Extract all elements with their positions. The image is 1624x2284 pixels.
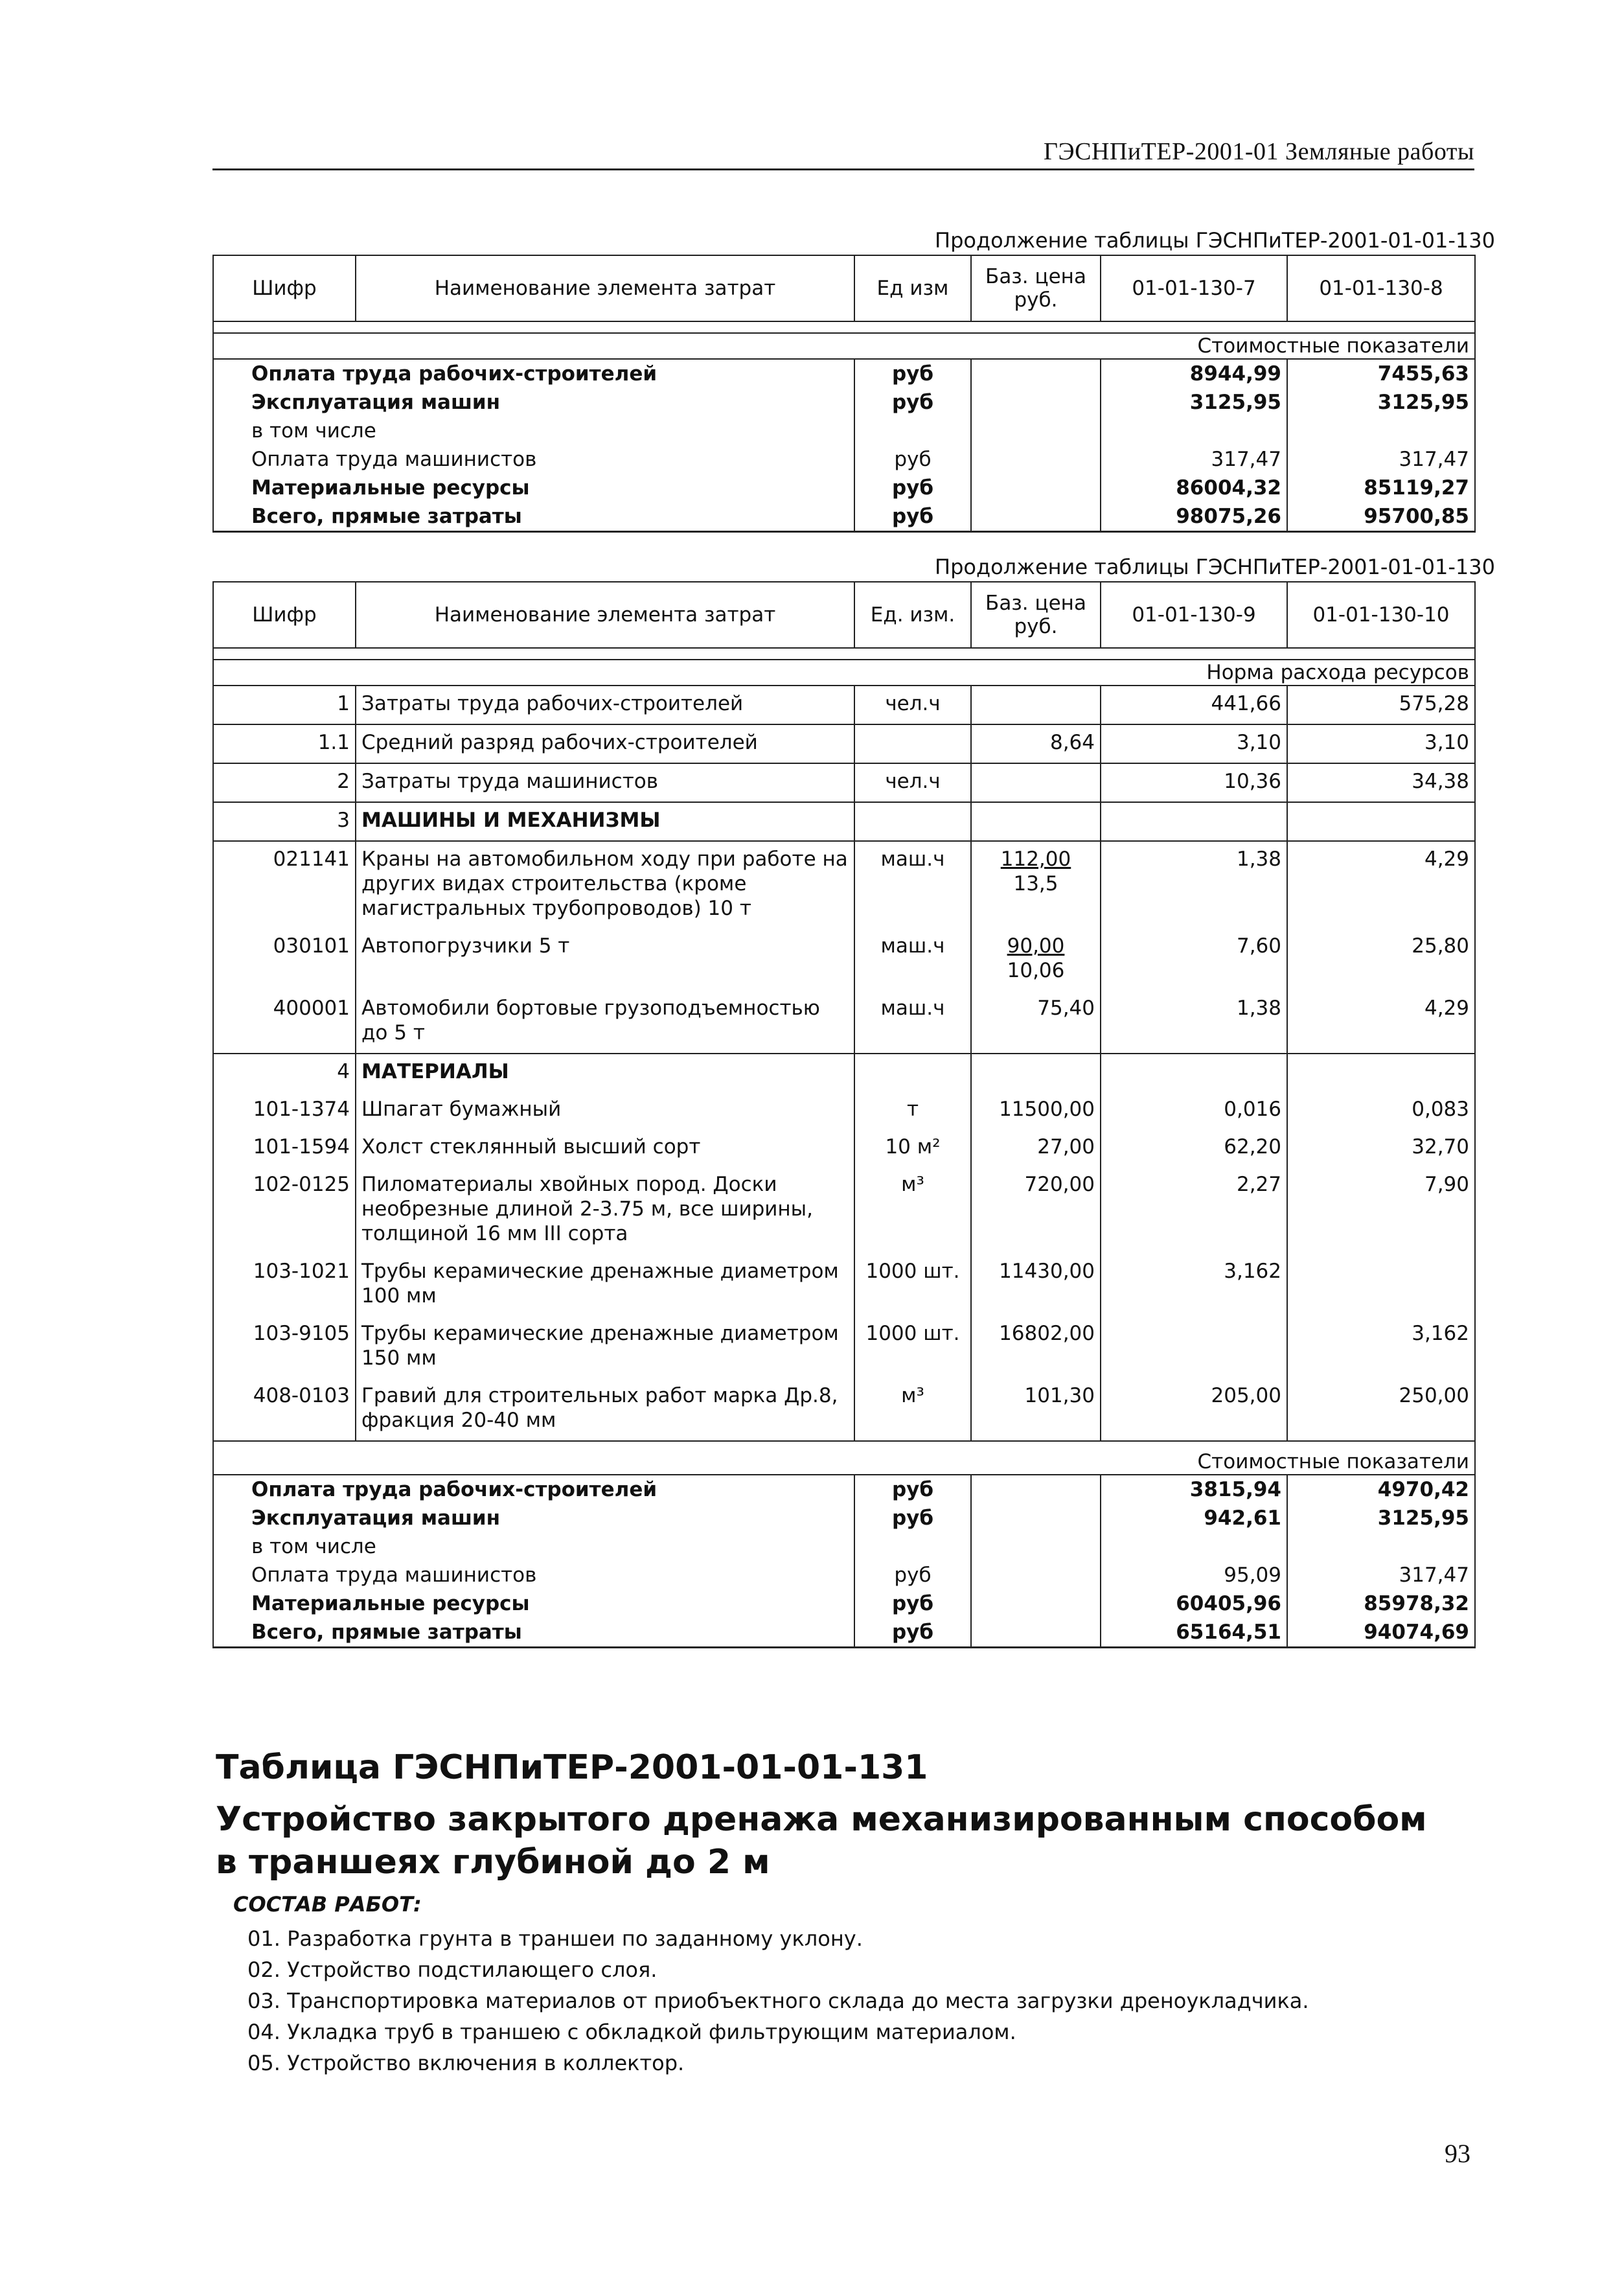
row-unit: руб <box>854 502 971 532</box>
row-price: 75,40 <box>971 991 1101 1054</box>
page-number: 93 <box>1445 2139 1470 2168</box>
resource-row <box>213 724 1475 763</box>
row-value-2: 3125,95 <box>1287 388 1475 417</box>
resource-row <box>213 686 1475 724</box>
row-unit: руб <box>854 474 971 502</box>
section-label: Стоимостные показатели <box>213 333 1475 359</box>
work-step: 03. Транспортировка материалов от приобъектного склада до места загрузки дреноукладчика. <box>247 1989 1309 2013</box>
row-value-1: 2,27 <box>1101 1167 1287 1254</box>
col-name-header: Наименование элемента затрат <box>356 255 854 321</box>
row-unit <box>854 802 971 841</box>
row-name: Пиломатериалы хвойных пород. Доски необрезные длиной 2-3.75 м, все ширины, толщиной 16 мм III сорта <box>356 1167 854 1254</box>
row-code: 021141 <box>213 841 356 929</box>
row-name: Оплата труда машинистов <box>213 1561 854 1589</box>
row-value-1: 205,00 <box>1101 1378 1287 1441</box>
row-value-2 <box>1287 1054 1475 1092</box>
table1-header-row <box>213 255 1475 321</box>
cost-row <box>213 417 1475 445</box>
row-value-1: 441,66 <box>1101 686 1287 724</box>
cost-row <box>213 388 1475 417</box>
row-unit: чел.ч <box>854 686 971 724</box>
price-denominator: 13,5 <box>1013 872 1058 895</box>
sostav-label: СОСТАВ РАБОТ: <box>233 1892 422 1917</box>
row-value-1: 3,162 <box>1101 1254 1287 1316</box>
cost-row <box>213 1504 1475 1532</box>
row-price: 101,30 <box>971 1378 1101 1441</box>
row-price: 11500,00 <box>971 1092 1101 1129</box>
row-price <box>971 359 1101 388</box>
resource-row <box>213 763 1475 802</box>
row-price <box>971 1504 1101 1532</box>
row-name: Краны на автомобильном ходу при работе на других видах строительства (кроме магистральных трубопроводов) 10 т <box>356 841 854 929</box>
row-code: 102-0125 <box>213 1167 356 1254</box>
table1-section-cost <box>213 333 1475 359</box>
row-price: 16802,00 <box>971 1316 1101 1378</box>
col-130-10-header: 01-01-130-10 <box>1287 582 1475 648</box>
row-name: Оплата труда рабочих-строителей <box>213 359 854 388</box>
row-unit: т <box>854 1092 971 1129</box>
work-steps-list <box>247 1923 1309 2079</box>
row-price: 8,64 <box>971 724 1101 763</box>
row-price <box>971 763 1101 802</box>
section-label: Норма расхода ресурсов <box>213 660 1475 686</box>
header-title: ГЭСНПиТЕР-2001-01 Земляные работы <box>1044 138 1474 165</box>
resource-row <box>213 1129 1475 1167</box>
row-name: Гравий для строительных работ марка Др.8, фракция 20-40 мм <box>356 1378 854 1441</box>
work-step: 05. Устройство включения в коллектор. <box>247 2051 685 2075</box>
row-value-2: 95700,85 <box>1287 502 1475 532</box>
row-price <box>971 474 1101 502</box>
row-name: Автомобили бортовые грузоподъемностью до 5 т <box>356 991 854 1054</box>
row-unit: руб <box>854 1504 971 1532</box>
row-price <box>971 1589 1101 1618</box>
row-value-2: 32,70 <box>1287 1129 1475 1167</box>
resource-row <box>213 929 1475 991</box>
table-131-subtitle: Устройство закрытого дренажа механизированным способом в траншеях глубиной до 2 м <box>216 1800 1427 1882</box>
row-unit: м³ <box>854 1378 971 1441</box>
row-name: в том числе <box>213 417 854 445</box>
cost-row <box>213 502 1475 532</box>
row-unit: руб <box>854 445 971 474</box>
row-value-1: 95,09 <box>1101 1561 1287 1589</box>
row-price <box>971 388 1101 417</box>
row-value-2: 4970,42 <box>1287 1475 1475 1504</box>
row-name: Оплата труда рабочих-строителей <box>213 1475 854 1504</box>
row-price <box>971 1561 1101 1589</box>
col-130-8-header: 01-01-130-8 <box>1287 255 1475 321</box>
row-name: Материальные ресурсы <box>213 1589 854 1618</box>
table2-section-cost <box>213 1441 1475 1475</box>
work-step: 01. Разработка грунта в траншеи по заданному уклону. <box>247 1926 863 1951</box>
row-name: Всего, прямые затраты <box>213 1618 854 1648</box>
row-code: 3 <box>213 802 356 841</box>
resource-row <box>213 1254 1475 1316</box>
row-value-1: 60405,96 <box>1101 1589 1287 1618</box>
resource-row <box>213 1092 1475 1129</box>
row-code: 030101 <box>213 929 356 991</box>
table2-section-norm <box>213 660 1475 686</box>
row-value-2 <box>1287 1532 1475 1561</box>
table2-header-row <box>213 582 1475 648</box>
row-value-1: 942,61 <box>1101 1504 1287 1532</box>
row-code: 103-1021 <box>213 1254 356 1316</box>
group-heading-row <box>213 802 1475 841</box>
row-price <box>971 686 1101 724</box>
row-name: Шпагат бумажный <box>356 1092 854 1129</box>
row-unit: 1000 шт. <box>854 1254 971 1316</box>
row-price <box>971 802 1101 841</box>
row-name: Холст стеклянный высший сорт <box>356 1129 854 1167</box>
row-unit: руб <box>854 1561 971 1589</box>
row-value-2: 34,38 <box>1287 763 1475 802</box>
col-price-header: Баз. цена руб. <box>971 582 1101 648</box>
row-value-2: 317,47 <box>1287 445 1475 474</box>
row-price <box>971 1532 1101 1561</box>
row-unit: маш.ч <box>854 991 971 1054</box>
table1-cost <box>212 255 1476 533</box>
cost-row <box>213 1475 1475 1504</box>
row-code: 103-9105 <box>213 1316 356 1378</box>
row-value-1: 3815,94 <box>1101 1475 1287 1504</box>
row-value-1: 0,016 <box>1101 1092 1287 1129</box>
row-unit: м³ <box>854 1167 971 1254</box>
row-value-1: 7,60 <box>1101 929 1287 991</box>
row-price: 27,00 <box>971 1129 1101 1167</box>
row-price <box>971 502 1101 532</box>
row-value-1: 98075,26 <box>1101 502 1287 532</box>
row-value-2: 85978,32 <box>1287 1589 1475 1618</box>
section-label: Стоимостные показатели <box>213 1441 1475 1475</box>
row-value-1: 1,38 <box>1101 841 1287 929</box>
table2-continuation: Продолжение таблицы ГЭСНПиТЕР-2001-01-01-130 <box>935 555 1495 579</box>
row-price <box>971 445 1101 474</box>
col-130-7-header: 01-01-130-7 <box>1101 255 1287 321</box>
row-name: Всего, прямые затраты <box>213 502 854 532</box>
table-131-title: Таблица ГЭСНПиТЕР-2001-01-01-131 <box>216 1748 928 1787</box>
row-value-1: 65164,51 <box>1101 1618 1287 1648</box>
row-code: 101-1374 <box>213 1092 356 1129</box>
row-price <box>971 1618 1101 1648</box>
row-code: 400001 <box>213 991 356 1054</box>
row-unit <box>854 1532 971 1561</box>
row-unit: маш.ч <box>854 841 971 929</box>
row-value-2: 4,29 <box>1287 841 1475 929</box>
col-code-header: Шифр <box>213 582 356 648</box>
row-value-1 <box>1101 417 1287 445</box>
cost-row <box>213 474 1475 502</box>
price-numerator: 112,00 <box>1000 848 1071 871</box>
group-heading-row <box>213 1054 1475 1092</box>
row-value-1: 317,47 <box>1101 445 1287 474</box>
table2-resources <box>212 581 1476 1648</box>
row-value-2: 7455,63 <box>1287 359 1475 388</box>
row-unit: руб <box>854 1618 971 1648</box>
row-name: МАШИНЫ И МЕХАНИЗМЫ <box>356 802 854 841</box>
row-value-1: 3,10 <box>1101 724 1287 763</box>
row-value-2 <box>1287 417 1475 445</box>
col-unit-header: Ед. изм. <box>854 582 971 648</box>
row-name: Затраты труда машинистов <box>356 763 854 802</box>
row-unit <box>854 417 971 445</box>
row-name: Затраты труда рабочих-строителей <box>356 686 854 724</box>
cost-row <box>213 1589 1475 1618</box>
row-value-2: 250,00 <box>1287 1378 1475 1441</box>
row-code: 1 <box>213 686 356 724</box>
price-numerator: 90,00 <box>1007 934 1065 958</box>
row-unit <box>854 1054 971 1092</box>
row-value-1: 3125,95 <box>1101 388 1287 417</box>
resource-row <box>213 841 1475 929</box>
resource-row <box>213 991 1475 1054</box>
page-header <box>212 130 1474 170</box>
row-unit: руб <box>854 1475 971 1504</box>
col-name-header: Наименование элемента затрат <box>356 582 854 648</box>
row-price: 11430,00 <box>971 1254 1101 1316</box>
resource-row <box>213 1378 1475 1441</box>
row-value-1: 1,38 <box>1101 991 1287 1054</box>
row-value-2 <box>1287 802 1475 841</box>
row-value-2: 85119,27 <box>1287 474 1475 502</box>
row-value-1 <box>1101 1316 1287 1378</box>
row-value-2: 3,162 <box>1287 1316 1475 1378</box>
row-code: 2 <box>213 763 356 802</box>
row-name: МАТЕРИАЛЫ <box>356 1054 854 1092</box>
row-code: 101-1594 <box>213 1129 356 1167</box>
row-value-1 <box>1101 802 1287 841</box>
table1-continuation: Продолжение таблицы ГЭСНПиТЕР-2001-01-01-130 <box>935 228 1495 253</box>
resource-row <box>213 1316 1475 1378</box>
row-unit: руб <box>854 388 971 417</box>
row-value-1: 86004,32 <box>1101 474 1287 502</box>
row-name: в том числе <box>213 1532 854 1561</box>
row-value-2: 575,28 <box>1287 686 1475 724</box>
row-value-2: 4,29 <box>1287 991 1475 1054</box>
col-code-header: Шифр <box>213 255 356 321</box>
row-name: Эксплуатация машин <box>213 1504 854 1532</box>
cost-row <box>213 445 1475 474</box>
row-name: Автопогрузчики 5 т <box>356 929 854 991</box>
row-price <box>971 929 1101 991</box>
row-price <box>971 1054 1101 1092</box>
work-step: 02. Устройство подстилающего слоя. <box>247 1957 658 1982</box>
row-value-1 <box>1101 1054 1287 1092</box>
row-name: Эксплуатация машин <box>213 388 854 417</box>
row-value-2: 317,47 <box>1287 1561 1475 1589</box>
cost-row <box>213 359 1475 388</box>
row-name: Средний разряд рабочих-строителей <box>356 724 854 763</box>
row-name: Оплата труда машинистов <box>213 445 854 474</box>
work-step: 04. Укладка труб в траншею с обкладкой фильтрующим материалом. <box>247 2020 1016 2044</box>
row-value-1 <box>1101 1532 1287 1561</box>
row-code: 408-0103 <box>213 1378 356 1441</box>
price-denominator: 10,06 <box>1007 959 1065 982</box>
row-unit: руб <box>854 1589 971 1618</box>
col-130-9-header: 01-01-130-9 <box>1101 582 1287 648</box>
row-code: 1.1 <box>213 724 356 763</box>
row-price <box>971 417 1101 445</box>
row-unit: 1000 шт. <box>854 1316 971 1378</box>
row-value-2: 25,80 <box>1287 929 1475 991</box>
row-value-2: 0,083 <box>1287 1092 1475 1129</box>
col-price-header: Баз. цена руб. <box>971 255 1101 321</box>
row-value-2: 7,90 <box>1287 1167 1475 1254</box>
row-unit: руб <box>854 359 971 388</box>
row-unit: чел.ч <box>854 763 971 802</box>
cost-row <box>213 1532 1475 1561</box>
row-name: Трубы керамические дренажные диаметром 150 мм <box>356 1316 854 1378</box>
row-value-1: 8944,99 <box>1101 359 1287 388</box>
row-name: Трубы керамические дренажные диаметром 100 мм <box>356 1254 854 1316</box>
row-price <box>971 841 1101 929</box>
row-price <box>971 1475 1101 1504</box>
row-unit <box>854 724 971 763</box>
row-value-2: 3,10 <box>1287 724 1475 763</box>
row-value-2: 94074,69 <box>1287 1618 1475 1648</box>
row-code: 4 <box>213 1054 356 1092</box>
col-unit-header: Ед изм <box>854 255 971 321</box>
row-value-1: 10,36 <box>1101 763 1287 802</box>
row-unit: маш.ч <box>854 929 971 991</box>
resource-row <box>213 1167 1475 1254</box>
row-name: Материальные ресурсы <box>213 474 854 502</box>
cost-row <box>213 1618 1475 1648</box>
row-unit: 10 м² <box>854 1129 971 1167</box>
row-value-2: 3125,95 <box>1287 1504 1475 1532</box>
row-value-2 <box>1287 1254 1475 1316</box>
row-value-1: 62,20 <box>1101 1129 1287 1167</box>
cost-row <box>213 1561 1475 1589</box>
row-price: 720,00 <box>971 1167 1101 1254</box>
